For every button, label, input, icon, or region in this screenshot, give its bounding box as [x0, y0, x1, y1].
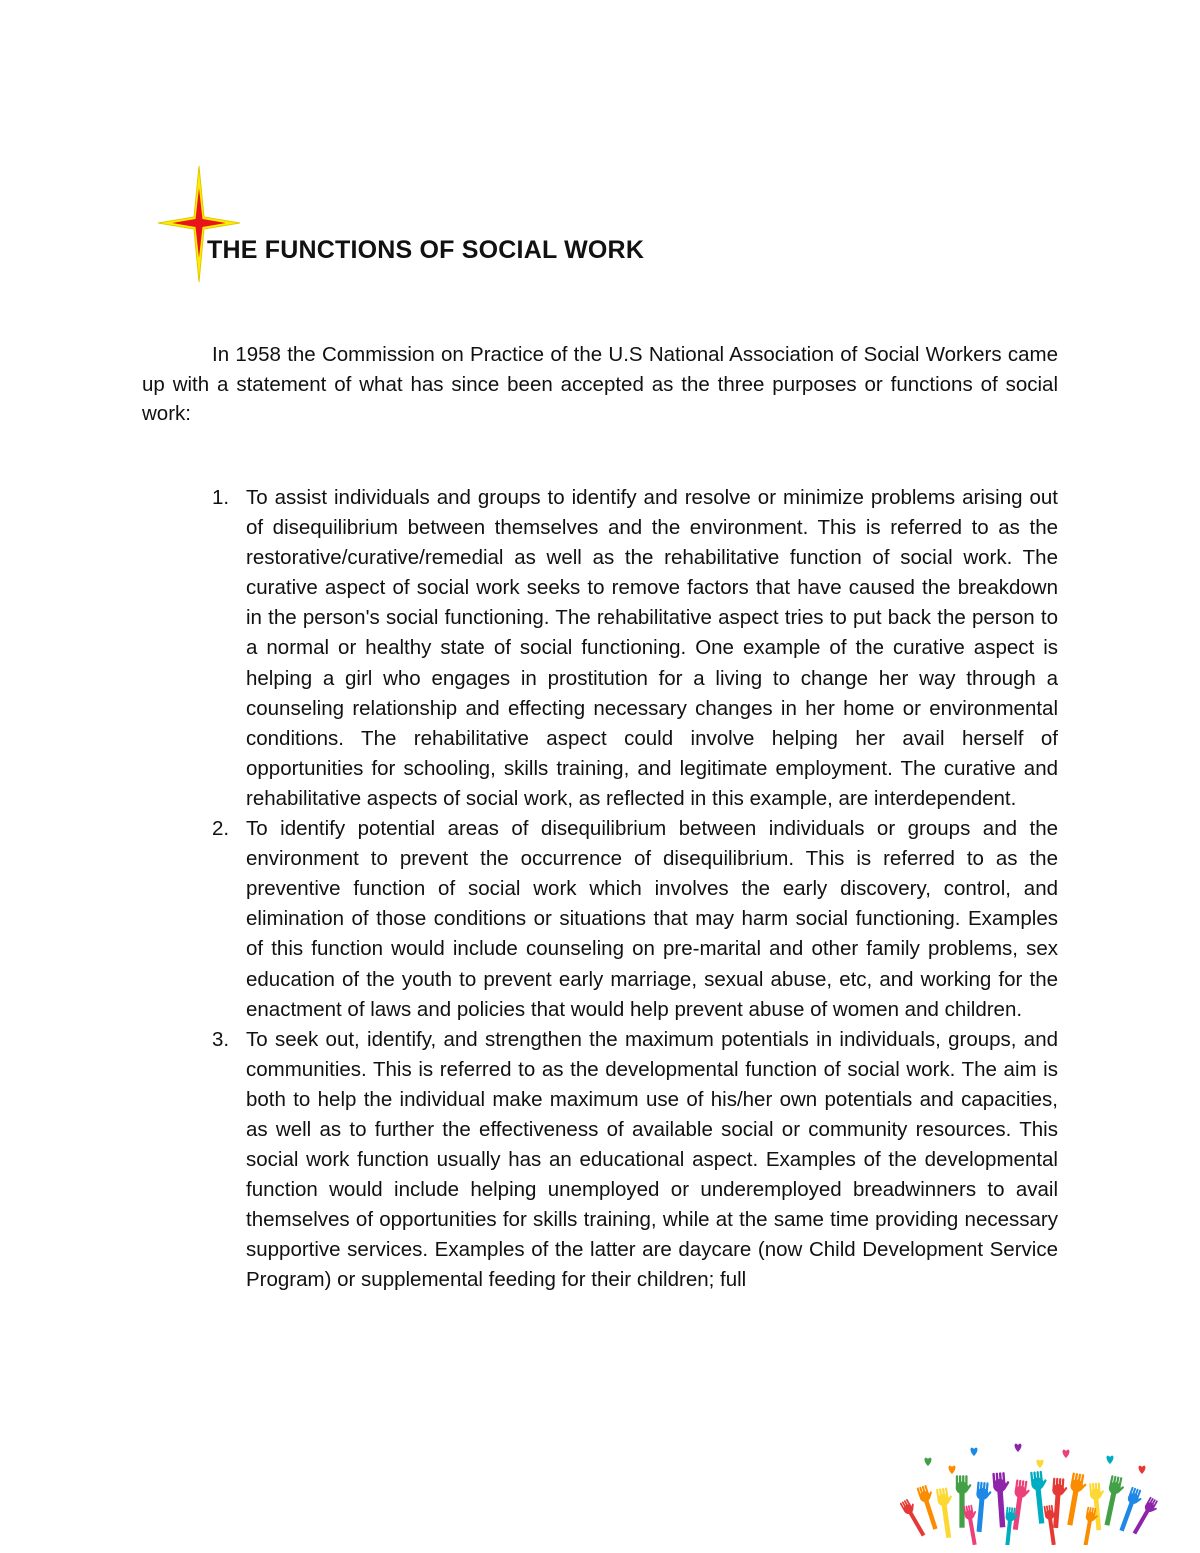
intro-text: In 1958 the Commission on Practice of the U.S National Association of Social Workers came up with a statement of what has since been accepted as the three purposes or functions of social work: — [142, 343, 1058, 425]
function-item — [212, 1025, 1058, 1296]
function-number: 1. — [212, 486, 230, 509]
function-text: To assist individuals and groups to identify and resolve or minimize problems arising out of disequilibrium between themselves and the environment. This is referred to as the restorative/curative/remedial as well as the rehabilitative function of social work. The curative aspect of social work seeks to remove factors that have caused the breakdown in the person's social functioning. The rehabilitative aspect tries to put back the person to a normal or healthy state of social functioning. One example of the curative aspect is helping a girl who engages in prostitution for a living to change her way through a counseling relationship and effecting necessary changes in her home or environmental conditions. The rehabilitative aspect could involve helping her avail herself of opportunities for schooling, skills training, and legitimate employment. The curative and rehabilitative aspects of social work, as reflected in this example, are interdependent. — [246, 486, 1058, 810]
function-text: To identify potential areas of disequilibrium between individuals or groups and the environment to prevent the occurrence of disequilibrium. This is referred to as the preventive function of social work which involves the early discovery, control, and elimination of those conditions or situations that may harm social functioning. Examples of this function would include counseling on pre-marital and other family problems, sex education of the youth to prevent early marriage, sexual abuse, etc, and working for the enactment of laws and policies that would help prevent abuse of women and children. — [246, 817, 1058, 1021]
function-item — [212, 483, 1058, 814]
hand-shape — [936, 1487, 958, 1539]
heart-icon — [949, 1466, 956, 1474]
heart-icon — [925, 1458, 932, 1466]
function-item — [212, 814, 1058, 1025]
functions-list — [212, 483, 1058, 1296]
hand-shape — [1064, 1472, 1089, 1526]
heart-icon — [1037, 1460, 1044, 1468]
raised-hands-image — [900, 1440, 1160, 1545]
heart-icon — [971, 1448, 978, 1456]
heart-icon — [1015, 1444, 1022, 1452]
hand-shape — [1050, 1478, 1069, 1529]
heart-icon — [1063, 1450, 1070, 1458]
hand-shape — [973, 1482, 993, 1533]
function-number: 2. — [212, 817, 230, 841]
function-text: To seek out, identify, and strengthen the maximum potentials in individuals, groups, and communities. This is referred to as the developmental function of social work. The aim is both to help the individual make maximum use of his/her own potentials and capacities, as well as to further the effectiveness of available social or community resources. This social work function usually has an educational aspect. Examples of the developmental function would include helping unemployed or underemployed breadwinners to avail themselves of opportunities for skills training, while at the same time providing necessary supportive services. Examples of the latter are daycare (now Child Development Service Program) or supplemental feeding for their children; full — [246, 1027, 1058, 1292]
hand-shape — [1009, 1479, 1031, 1531]
function-number: 3. — [212, 1027, 230, 1051]
intro-paragraph — [142, 340, 1058, 429]
page-title: THE FUNCTIONS OF SOCIAL WORK — [207, 236, 645, 264]
heart-icon — [1107, 1456, 1114, 1464]
hand-shape — [1101, 1475, 1126, 1527]
heart-icon — [1139, 1466, 1146, 1474]
